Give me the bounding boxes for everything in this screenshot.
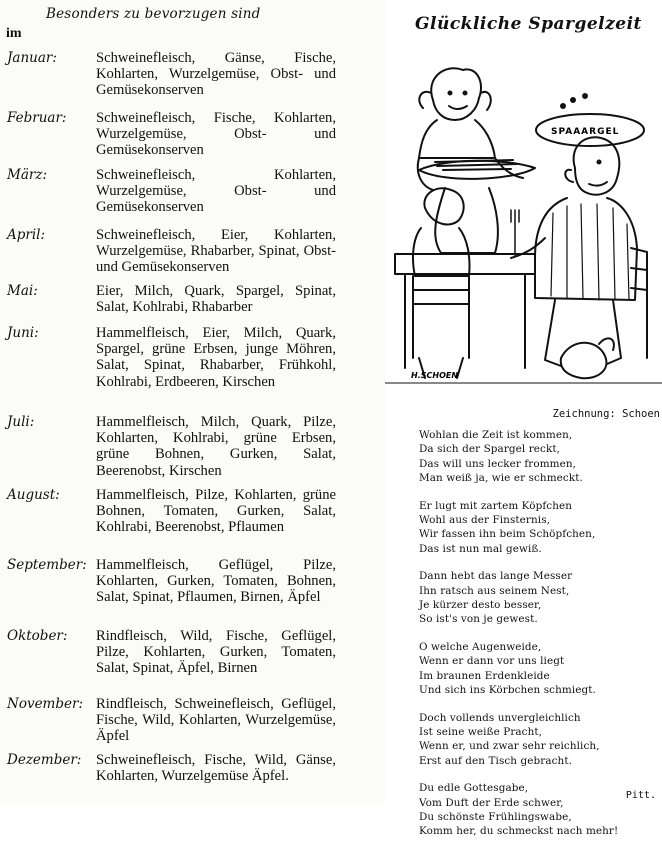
month-items: Hammelfleisch, Milch, Quark, Pilze, Kohlarten, Kohlrabi, grüne Erbsen, grüne Bohnen, Gurken, Salat, Beerenobst, Kirschen: [96, 414, 336, 479]
bubble-dot: [583, 94, 587, 98]
month-label: November:: [7, 696, 83, 712]
poem-stanza: [419, 711, 659, 769]
poem-line: Du schönste Frühlingswabe,: [419, 810, 572, 823]
poem-line: Vom Duft der Erde schwer,: [419, 796, 564, 809]
month-items: Schweinefleisch, Eier, Kohlarten, Wurzelgemüse, Rhabarber, Spinat, Obst- und Gemüsekonserven: [96, 227, 336, 276]
poem-line: Wenn er, und zwar sehr reichlich,: [419, 740, 600, 753]
woman-shoulders: [419, 120, 495, 158]
month-label: Oktober:: [7, 628, 68, 644]
month-items: Schweinefleisch, Gänse, Fische, Kohlarten, Wurzelgemüse, Obst- und Gemüsekonserven: [96, 50, 336, 99]
shirt-stripes: [551, 204, 629, 300]
month-label: Dezember:: [7, 752, 82, 768]
poem-line: Erst auf den Tisch gebracht.: [419, 754, 572, 767]
poem-stanza: [419, 781, 659, 839]
month-items: Eier, Milch, Quark, Spargel, Spinat, Salat, Kohlrabi, Rhabarber: [96, 283, 336, 316]
poem-line: Das ist nun mal gewiß.: [419, 542, 542, 555]
woman-head: [431, 68, 481, 120]
woman-eye-right: [464, 92, 467, 95]
month-items: Schweinefleisch, Fische, Wild, Gänse, Kohlarten, Wurzelgemüse Äpfel.: [96, 752, 336, 785]
man-shirt: [535, 198, 637, 300]
cartoon-poem-column: [385, 0, 662, 838]
month-label: Juni:: [7, 325, 39, 341]
poem-line: Du edle Gottesgabe,: [419, 782, 529, 795]
speech-bubble-text: SPAAARGEL: [551, 127, 620, 137]
month-items: Rindfleisch, Schweinefleisch, Geflügel, Fische, Wild, Kohlarten, Wurzelgemüse, Äpfel: [96, 696, 336, 745]
poem-line: Je kürzer desto besser,: [419, 599, 542, 612]
woman-hair-left: [419, 92, 431, 108]
poem-stanza: [419, 499, 659, 557]
month-items: Hammelfleisch, Pilze, Kohlarten, grüne Bohnen, Tomaten, Gurken, Salat, Kohlrabi, Beerenobst, Pflaumen: [96, 487, 336, 536]
poem-line: Wenn er dann vor uns liegt: [419, 655, 565, 668]
month-items: Rindfleisch, Wild, Fische, Geflügel, Pilze, Kohlarten, Gurken, Tomaten, Salat, Spinat, Äpfel, Birnen: [96, 628, 336, 677]
boy-chair: [413, 276, 469, 378]
month-label: Februar:: [7, 110, 67, 126]
poem-line: Man weiß ja, wie er schmeckt.: [419, 472, 583, 485]
bubble-dot: [561, 104, 565, 108]
poem-line: Und sich ins Körbchen schmiegt.: [419, 684, 596, 697]
woman-eye-left: [449, 92, 452, 95]
poem-line: Da sich der Spargel reckt,: [419, 443, 561, 456]
month-items: Schweinefleisch, Fische, Kohlarten, Wurzelgemüse, Obst- und Gemüsekonserven: [96, 110, 336, 159]
asparagus-cartoon: [385, 38, 662, 403]
poem-line: Komm her, du schmeckst nach mehr!: [419, 825, 619, 838]
month-label: September:: [7, 557, 87, 573]
poem-line: O welche Augenweide,: [419, 640, 542, 653]
table-legs: [405, 274, 525, 368]
dog-ear: [599, 338, 614, 350]
month-label: Juli:: [7, 414, 35, 430]
woman-smile: [449, 106, 467, 109]
poem-line: Wohl aus der Finsternis,: [419, 514, 551, 527]
poem-line: Das will uns lecker frommen,: [419, 457, 577, 470]
month-label: April:: [7, 227, 46, 243]
poem-line: Wohlan die Zeit ist kommen,: [419, 429, 573, 441]
man-chair: [631, 248, 647, 358]
dog-body: [561, 343, 607, 379]
month-label: Mai:: [7, 283, 38, 299]
poem-line: Ist seine weiße Pracht,: [419, 725, 543, 738]
man-legs: [545, 300, 621, 366]
list-heading-im: im: [6, 26, 22, 41]
month-items: Hammelfleisch, Eier, Milch, Quark, Spargel, grüne Erbsen, junge Möhren, Salat, Spinat, Rhabarber, Frühkohl, Kohlrabi, Erdbeeren, Kirschen: [96, 325, 336, 390]
man-mouth: [589, 182, 607, 186]
poem-line: Er lugt mit zartem Köpfchen: [419, 499, 573, 512]
month-items: Schweinefleisch, Kohlarten, Wurzelgemüse, Obst- und Gemüsekonserven: [96, 167, 336, 216]
poem-stanza: [419, 640, 659, 698]
poem-line: Ihn ratsch aus seinem Nest,: [419, 584, 570, 597]
poem-line: Wir fassen ihn beim Schöpfchen,: [419, 528, 596, 541]
poem-line: Doch vollends unvergleichlich: [419, 711, 581, 724]
cartoon-title: Glückliche Spargelzeit: [415, 14, 642, 34]
poem-line: Im braunen Erdenkleide: [419, 669, 550, 682]
month-items: Hammelfleisch, Geflügel, Pilze, Kohlarten, Gurken, Tomaten, Bohnen, Salat, Spinat, Pflaumen, Birnen, Äpfel: [96, 557, 336, 606]
poem-author: Pitt.: [625, 790, 656, 801]
fork-icon: [511, 210, 519, 256]
bubble-dot: [571, 98, 575, 102]
artist-signature: H.SCHOEN: [411, 371, 459, 380]
man-ear: [565, 170, 573, 182]
poem-stanza: [419, 428, 659, 486]
list-heading: Besonders zu bevorzugen sind: [46, 6, 261, 22]
poem-stanza: [419, 569, 659, 627]
drawing-credit: Zeichnung: Schoen: [552, 408, 660, 420]
man-eye: [598, 161, 601, 164]
woman-hair-right: [481, 92, 491, 110]
poem: [419, 428, 659, 852]
month-label: August:: [7, 487, 60, 503]
poem-line: So ist's von je gewest.: [419, 613, 538, 626]
month-label: Januar:: [7, 50, 57, 66]
month-label: März:: [7, 167, 47, 183]
poem-line: Dann hebt das lange Messer: [419, 570, 573, 583]
